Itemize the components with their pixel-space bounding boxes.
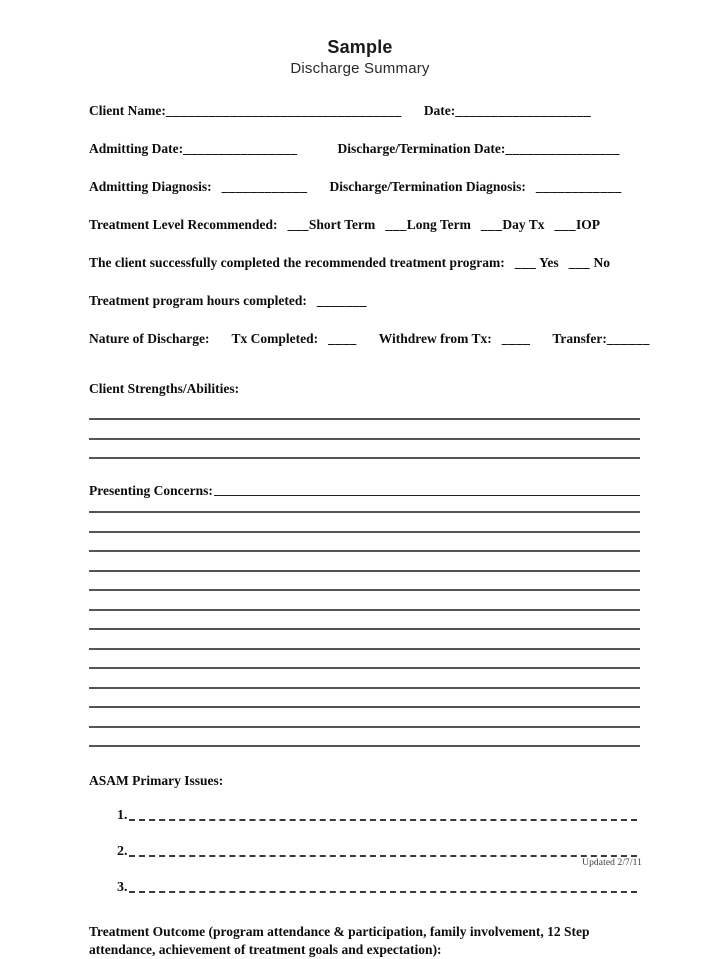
presenting-concerns-answer-area[interactable] bbox=[89, 511, 636, 747]
rule-line bbox=[89, 457, 640, 459]
withdrew-from-tx-input[interactable]: ____ bbox=[501, 331, 531, 346]
treatment-level-long-term-label: Long Term bbox=[406, 217, 471, 232]
hours-completed-label: Treatment program hours completed: bbox=[89, 293, 307, 308]
footer-updated-note: Updated 2/7/11 bbox=[582, 858, 642, 868]
treatment-level-day-tx-label: Day Tx bbox=[502, 217, 545, 232]
discharge-diagnosis-input[interactable]: ____________ bbox=[535, 179, 622, 194]
client-name-input[interactable]: _________________________________ bbox=[165, 103, 402, 118]
section-heading-presenting-concerns: Presenting Concerns: bbox=[89, 483, 213, 498]
program-completed-yes-label: Yes bbox=[539, 255, 559, 270]
tx-completed-input[interactable]: ____ bbox=[328, 331, 357, 346]
document-header bbox=[0, 0, 720, 79]
client-name-label: Client Name: bbox=[89, 103, 166, 118]
row-hours-completed bbox=[89, 293, 636, 309]
section-heading-asam-primary-issues: ASAM Primary Issues: bbox=[89, 773, 224, 788]
admitting-date-input[interactable]: ________________ bbox=[183, 141, 298, 156]
page-subtitle: Discharge Summary bbox=[290, 60, 430, 77]
treatment-level-iop-label: IOP bbox=[575, 217, 600, 232]
asam-item-number: 3. bbox=[117, 880, 128, 895]
program-completed-label: The client successfully completed the recommended treatment program: bbox=[89, 255, 505, 270]
row-admitting-discharge-date bbox=[89, 141, 636, 157]
page-title: Sample bbox=[327, 37, 393, 57]
asam-item-input[interactable] bbox=[129, 891, 638, 893]
client-strengths-answer-area[interactable] bbox=[89, 418, 636, 459]
program-completed-no-checkbox[interactable]: ___ bbox=[568, 255, 591, 270]
asam-item-1[interactable] bbox=[117, 808, 637, 824]
rule-line bbox=[89, 745, 640, 747]
row-client-name-date bbox=[89, 103, 636, 119]
treatment-level-day-tx-checkbox[interactable]: ___ bbox=[480, 217, 503, 232]
asam-item-2[interactable] bbox=[117, 844, 637, 860]
asam-item-number: 1. bbox=[117, 808, 128, 823]
withdrew-from-tx-label: Withdrew from Tx: bbox=[378, 331, 492, 346]
transfer-label: Transfer: bbox=[552, 331, 607, 346]
section-heading-client-strengths: Client Strengths/Abilities: bbox=[89, 381, 240, 396]
tx-completed-label: Tx Completed: bbox=[231, 331, 319, 346]
nature-of-discharge-label: Nature of Discharge: bbox=[89, 331, 210, 346]
row-treatment-level bbox=[89, 217, 636, 233]
asam-item-input[interactable] bbox=[129, 819, 638, 821]
asam-item-input[interactable] bbox=[129, 855, 638, 857]
date-label: Date: bbox=[423, 103, 456, 118]
discharge-date-input[interactable]: ________________ bbox=[505, 141, 620, 156]
row-admitting-discharge-diagnosis bbox=[89, 179, 636, 195]
asam-item-3[interactable] bbox=[117, 880, 637, 896]
admitting-diagnosis-input[interactable]: ____________ bbox=[221, 179, 308, 194]
transfer-input[interactable]: ______ bbox=[606, 331, 650, 346]
rule-line-inline bbox=[214, 495, 640, 496]
treatment-level-iop-checkbox[interactable]: ___ bbox=[554, 217, 576, 232]
treatment-level-short-term-label: Short Term bbox=[308, 217, 376, 232]
asam-item-number: 2. bbox=[117, 844, 128, 859]
asam-items-list bbox=[89, 808, 636, 896]
discharge-date-label: Discharge/Termination Date: bbox=[337, 141, 506, 156]
program-completed-yes-checkbox[interactable]: ___ bbox=[514, 255, 537, 270]
treatment-level-short-term-checkbox[interactable]: ___ bbox=[287, 217, 309, 232]
admitting-diagnosis-label: Admitting Diagnosis: bbox=[89, 179, 212, 194]
treatment-level-long-term-checkbox[interactable]: ___ bbox=[385, 217, 407, 232]
hours-completed-input[interactable]: _______ bbox=[316, 293, 367, 308]
admitting-date-label: Admitting Date: bbox=[89, 141, 184, 156]
row-program-completed bbox=[89, 255, 636, 271]
treatment-outcome-prompt: Treatment Outcome (program attendance & participation, family involvement, 12 Step attendance, achievement of treatment goals and expectation): bbox=[89, 924, 590, 957]
program-completed-no-label: No bbox=[593, 255, 610, 270]
treatment-level-label: Treatment Level Recommended: bbox=[89, 217, 278, 232]
form-body bbox=[84, 103, 650, 959]
discharge-diagnosis-label: Discharge/Termination Diagnosis: bbox=[329, 179, 526, 194]
row-nature-of-discharge bbox=[89, 331, 650, 347]
section-heading-presenting-concerns-row bbox=[89, 483, 640, 499]
date-input[interactable]: ___________________ bbox=[455, 103, 592, 118]
